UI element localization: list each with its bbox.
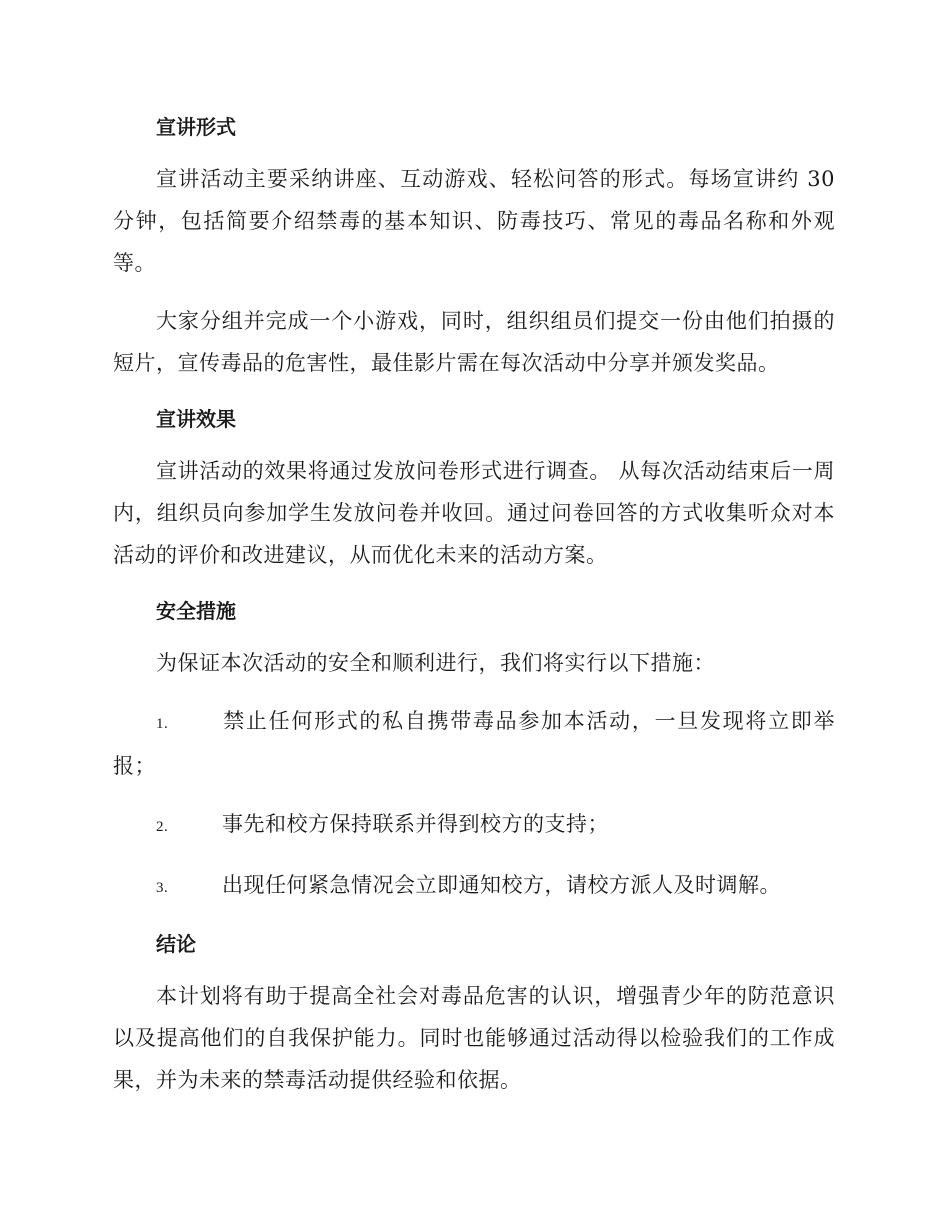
section-heading-safety: 安全措施 bbox=[156, 599, 236, 623]
list-item-text: 出现任何紧急情况会立即通知校方，请校方派人及时调解。 bbox=[222, 873, 781, 897]
paragraph: 宣讲活动的效果将通过发放问卷形式进行调查。 从每次活动结束后一周内，组织员向参加学生发放问卷并收回。通过问卷回答的方式收集听众对本活动的评价和改进建议，从而优化未来的活动方案。 bbox=[113, 459, 835, 567]
section-heading-effect: 宣讲效果 bbox=[156, 407, 236, 431]
list-item bbox=[113, 864, 835, 909]
list-item bbox=[113, 803, 835, 848]
list-number: 1. bbox=[156, 716, 169, 732]
list-number: 3. bbox=[156, 880, 169, 896]
list-item bbox=[113, 700, 835, 787]
paragraph: 本计划将有助于提高全社会对毒品危害的认识，增强青少年的防范意识以及提高他们的自我保护能力。同时也能够通过活动得以检验我们的工作成果，并为未来的禁毒活动提供经验和依据。 bbox=[113, 984, 835, 1092]
paragraph: 大家分组并完成一个小游戏，同时，组织组员们提交一份由他们拍摄的短片，宣传毒品的危害性，最佳影片需在每次活动中分享并颁发奖品。 bbox=[113, 309, 835, 375]
paragraph: 宣讲活动主要采纳讲座、互动游戏、轻松问答的形式。每场宣讲约 30 分钟，包括简要介绍禁毒的基本知识、防毒技巧、常见的毒品名称和外观等。 bbox=[113, 167, 835, 275]
section-heading-conclusion: 结论 bbox=[156, 932, 196, 956]
section-heading-format: 宣讲形式 bbox=[156, 115, 236, 139]
document-body bbox=[113, 108, 835, 1117]
list-item-text: 禁止任何形式的私自携带毒品参加本活动，一旦发现将立即举报； bbox=[113, 709, 835, 778]
paragraph: 为保证本次活动的安全和顺利进行，我们将实行以下措施： bbox=[156, 651, 715, 675]
list-number: 2. bbox=[156, 819, 169, 835]
list-item-text: 事先和校方保持联系并得到校方的支持； bbox=[222, 812, 609, 836]
